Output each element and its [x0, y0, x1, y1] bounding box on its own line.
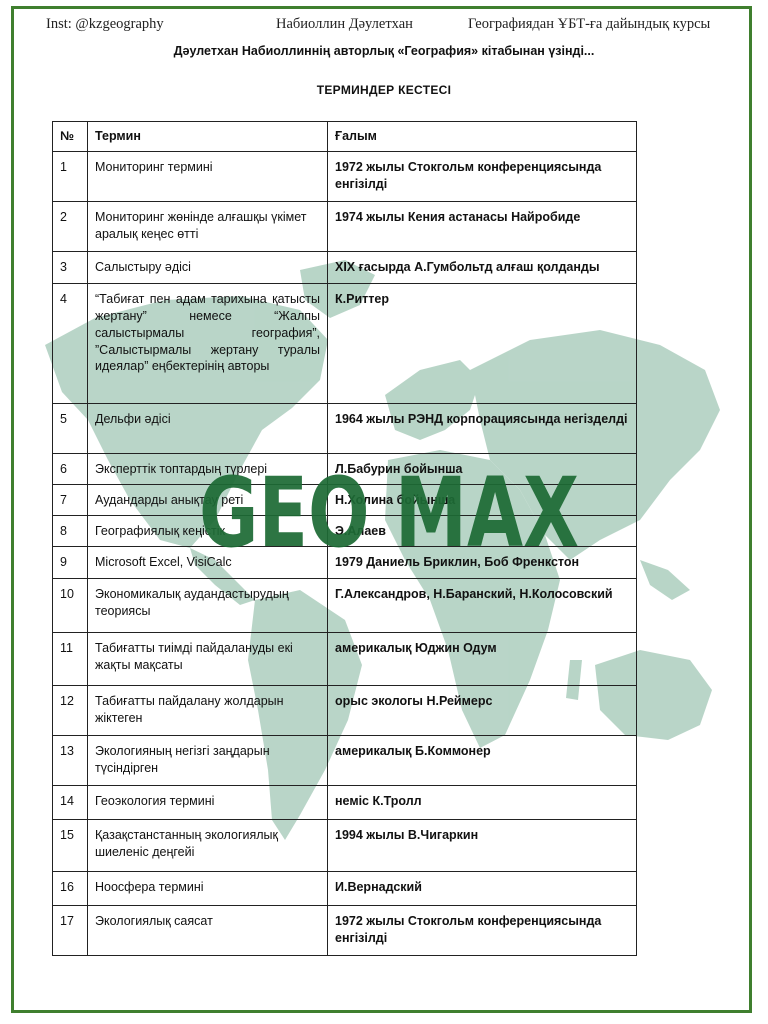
term-cell: Аудандарды анықтау реті — [88, 484, 328, 515]
table-row — [53, 785, 637, 819]
term-cell: Геоэкология термині — [88, 785, 328, 819]
column-header-number: № — [53, 122, 88, 152]
row-number: 1 — [53, 151, 88, 201]
course-name: Географиядан ҰБТ-ға дайындық курсы — [468, 16, 711, 32]
scientist-cell: 1994 жылы В.Чигаркин — [328, 819, 637, 871]
scientist-cell: америкалық Б.Коммонер — [328, 735, 637, 785]
table-row — [53, 283, 637, 403]
scientist-cell: 1972 жылы Стокгольм конференциясында енгізілді — [328, 151, 637, 201]
row-number: 17 — [53, 905, 88, 955]
column-header-term: Термин — [88, 122, 328, 152]
table-row — [53, 685, 637, 735]
scientist-cell: 1972 жылы Стокгольм конференциясында енгізілді — [328, 905, 637, 955]
scientist-cell: Л.Бабурин бойынша — [328, 453, 637, 484]
document-title: Дәулетхан Набиоллиннің авторлық «География» кітабынан үзінді... — [173, 44, 595, 58]
author-name: Набиоллин Дәулетхан — [276, 16, 413, 32]
scientist-cell: неміс К.Тролл — [328, 785, 637, 819]
term-cell: “Табиғат пен адам тарихына қатысты жертану” немесе “Жалпы салыстырмалы география”, ”Салыстырмалы жертану туралы идеялар” еңбектерінің авторы — [88, 283, 328, 403]
table-row — [53, 578, 637, 632]
row-number: 16 — [53, 871, 88, 905]
row-number: 12 — [53, 685, 88, 735]
scientist-cell: 1974 жылы Кения астанасы Найробиде — [328, 201, 637, 251]
term-cell: Экологияның негізгі заңдарын түсіндірген — [88, 735, 328, 785]
row-number: 10 — [53, 578, 88, 632]
term-cell: Экологиялық саясат — [88, 905, 328, 955]
term-cell: Дельфи әдісі — [88, 403, 328, 453]
row-number: 3 — [53, 251, 88, 283]
term-cell: Экономикалық аудандастырудың теориясы — [88, 578, 328, 632]
table-row — [53, 632, 637, 685]
table-row — [53, 735, 637, 785]
term-cell: Эксперттік топтардың түрлері — [88, 453, 328, 484]
term-cell: Мониторинг термині — [88, 151, 328, 201]
page-header — [46, 8, 726, 32]
table-row — [53, 251, 637, 283]
table-header-row — [53, 122, 637, 152]
row-number: 4 — [53, 283, 88, 403]
row-number: 9 — [53, 546, 88, 578]
row-number: 7 — [53, 484, 88, 515]
table-row — [53, 151, 637, 201]
scientist-cell: америкалық Юджин Одум — [328, 632, 637, 685]
scientist-cell: орыс экологы Н.Реймерс — [328, 685, 637, 735]
scientist-cell: Н.Холина бойынша — [328, 484, 637, 515]
column-header-scientist: Ғалым — [328, 122, 637, 152]
term-cell: Табиғатты тиімді пайдалануды екі жақты мақсаты — [88, 632, 328, 685]
term-cell: Microsoft Excel, VisiCalc — [88, 546, 328, 578]
scientist-cell: Г.Александров, Н.Баранский, Н.Колосовский — [328, 578, 637, 632]
table-row — [53, 905, 637, 955]
table-title: ТЕРМИНДЕР КЕСТЕСІ — [316, 83, 452, 97]
instagram-handle: Inst: @kzgeography — [46, 16, 164, 32]
row-number: 5 — [53, 403, 88, 453]
row-number: 6 — [53, 453, 88, 484]
row-number: 15 — [53, 819, 88, 871]
scientist-cell: Э.Алаев — [328, 515, 637, 546]
geo-max-logo — [189, 458, 589, 558]
logo-text: GEO MAX — [199, 458, 579, 558]
term-cell: Географиялық кеңістік — [88, 515, 328, 546]
row-number: 11 — [53, 632, 88, 685]
row-number: 8 — [53, 515, 88, 546]
term-cell: Қазақстанстанның экологиялық шиеленіс деңгейі — [88, 819, 328, 871]
table-row — [53, 201, 637, 251]
scientist-cell: К.Риттер — [328, 283, 637, 403]
term-cell: Мониторинг жөнінде алғашқы үкімет аралық кеңес өтті — [88, 201, 328, 251]
row-number: 13 — [53, 735, 88, 785]
scientist-cell: 1979 Даниель Бриклин, Боб Френкстон — [328, 546, 637, 578]
scientist-cell: XIX ғасырда А.Гумбольтд алғаш қолданды — [328, 251, 637, 283]
table-row — [53, 819, 637, 871]
term-cell: Ноосфера термині — [88, 871, 328, 905]
row-number: 2 — [53, 201, 88, 251]
table-row — [53, 403, 637, 453]
table-row — [53, 871, 637, 905]
row-number: 14 — [53, 785, 88, 819]
scientist-cell: 1964 жылы РЭНД корпорациясында негізделді — [328, 403, 637, 453]
term-cell: Табиғатты пайдалану жолдарын жіктеген — [88, 685, 328, 735]
scientist-cell: И.Вернадский — [328, 871, 637, 905]
term-cell: Салыстыру әдісі — [88, 251, 328, 283]
